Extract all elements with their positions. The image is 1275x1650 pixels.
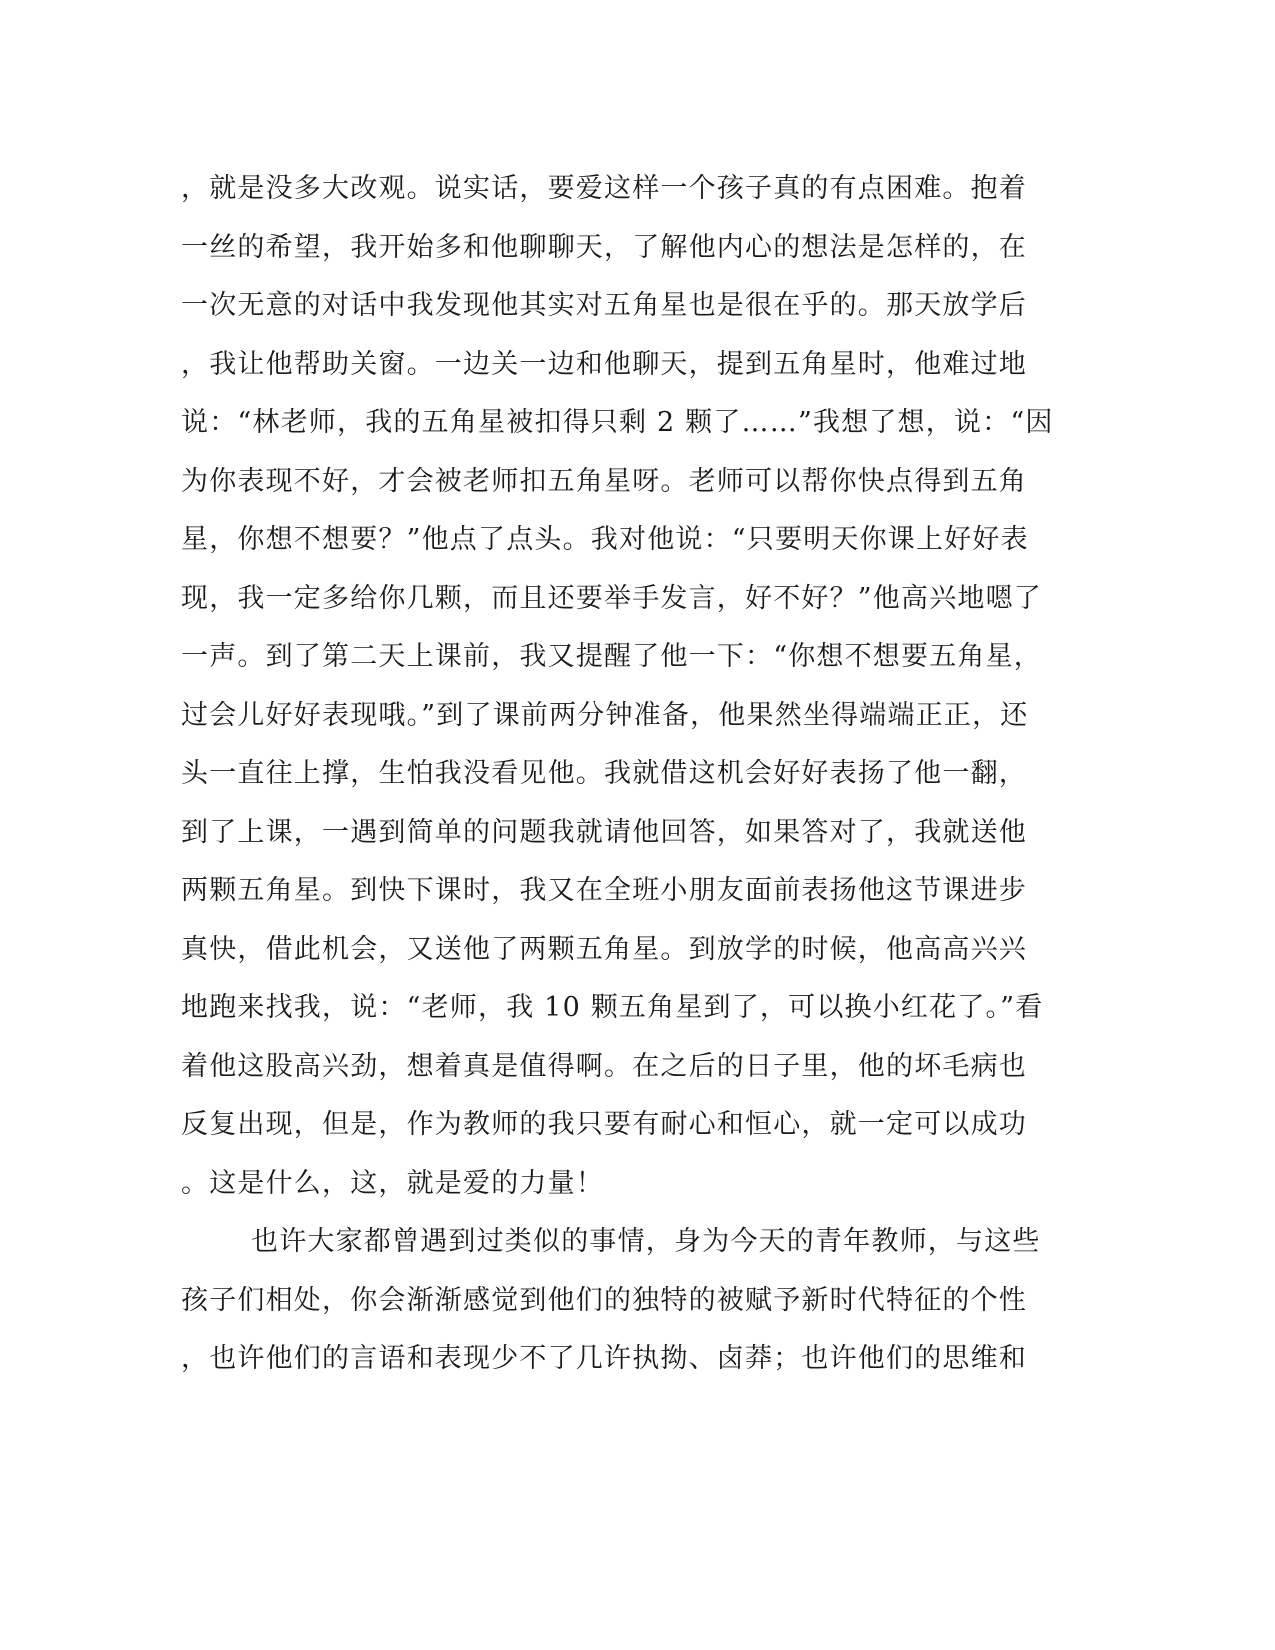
text-line-20: 孩子们相处，你会渐渐感觉到他们的独特的被赋予新时代特征的个性 [181,1284,1027,1316]
text-line-21: ，也许他们的言语和表现少不了几许执拗、卤莽；也许他们的思维和 [181,1343,1027,1374]
text-line-5: 说：“林老师，我的五角星被扣得只剩 2 颗了……”我想了想，说：“因 [181,407,1054,438]
text-line-16: 着他这股高兴劲，想着真是值得啊。在之后的日子里，他的坏毛病也 [181,1050,1027,1082]
text-line-1: ，就是没多大改观。说实话，要爱这样一个孩子真的有点困难。抱着 [181,173,1027,204]
text-line-9: 一声。到了第二天上课前，我又提醒了他一下：“你想不想要五角星， [181,641,1043,672]
body-text [181,160,1054,1389]
text-line-14: 真快，借此机会，又送他了两颗五角星。到放学的时候，他高高兴兴 [181,933,1027,965]
text-line-7: 星，你想不想要？”他点了点头。我对他说：“只要明天你课上好好表 [181,524,1029,555]
text-line-3: 一次无意的对话中我发现他其实对五角星也是很在乎的。那天放学后 [181,290,1027,321]
text-line-15: 地跑来找我，说：“老师，我 10 颗五角星到了，可以换小红花了。”看 [181,992,1044,1023]
text-line-8: 现，我一定多给你几颗，而且还要举手发言，好不好？”他高兴地嗯了 [181,582,1043,614]
text-line-17: 反复出现，但是，作为教师的我只要有耐心和恒心，就一定可以成功 [181,1109,1027,1140]
text-line-6: 为你表现不好，才会被老师扣五角星呀。老师可以帮你快点得到五角 [181,465,1027,497]
text-line-12: 到了上课，一遇到简单的问题我就请他回答，如果答对了，我就送他 [181,816,1027,848]
text-line-4: ，我让他帮助关窗。一边关一边和他聊天，提到五角星时，他难过地 [181,348,1027,380]
text-line-13: 两颗五角星。到快下课时，我又在全班小朋友面前表扬他这节课进步 [181,875,1027,906]
paragraph-2-first-line: 也许大家都曾遇到过类似的事情，身为今天的青年教师，与这些 [251,1226,1041,1257]
text-line-11: 头一直往上撑，生怕我没看见他。我就借这机会好好表扬了他一翻， [181,758,1027,789]
text-line-2: 一丝的希望，我开始多和他聊聊天，了解他内心的想法是怎样的，在 [181,231,1027,263]
text-line-18: 。这是什么，这，就是爱的力量！ [181,1167,604,1199]
text-line-10: 过会儿好好表现哦。”到了课前两分钟准备，他果然坐得端端正正，还 [181,699,1029,731]
